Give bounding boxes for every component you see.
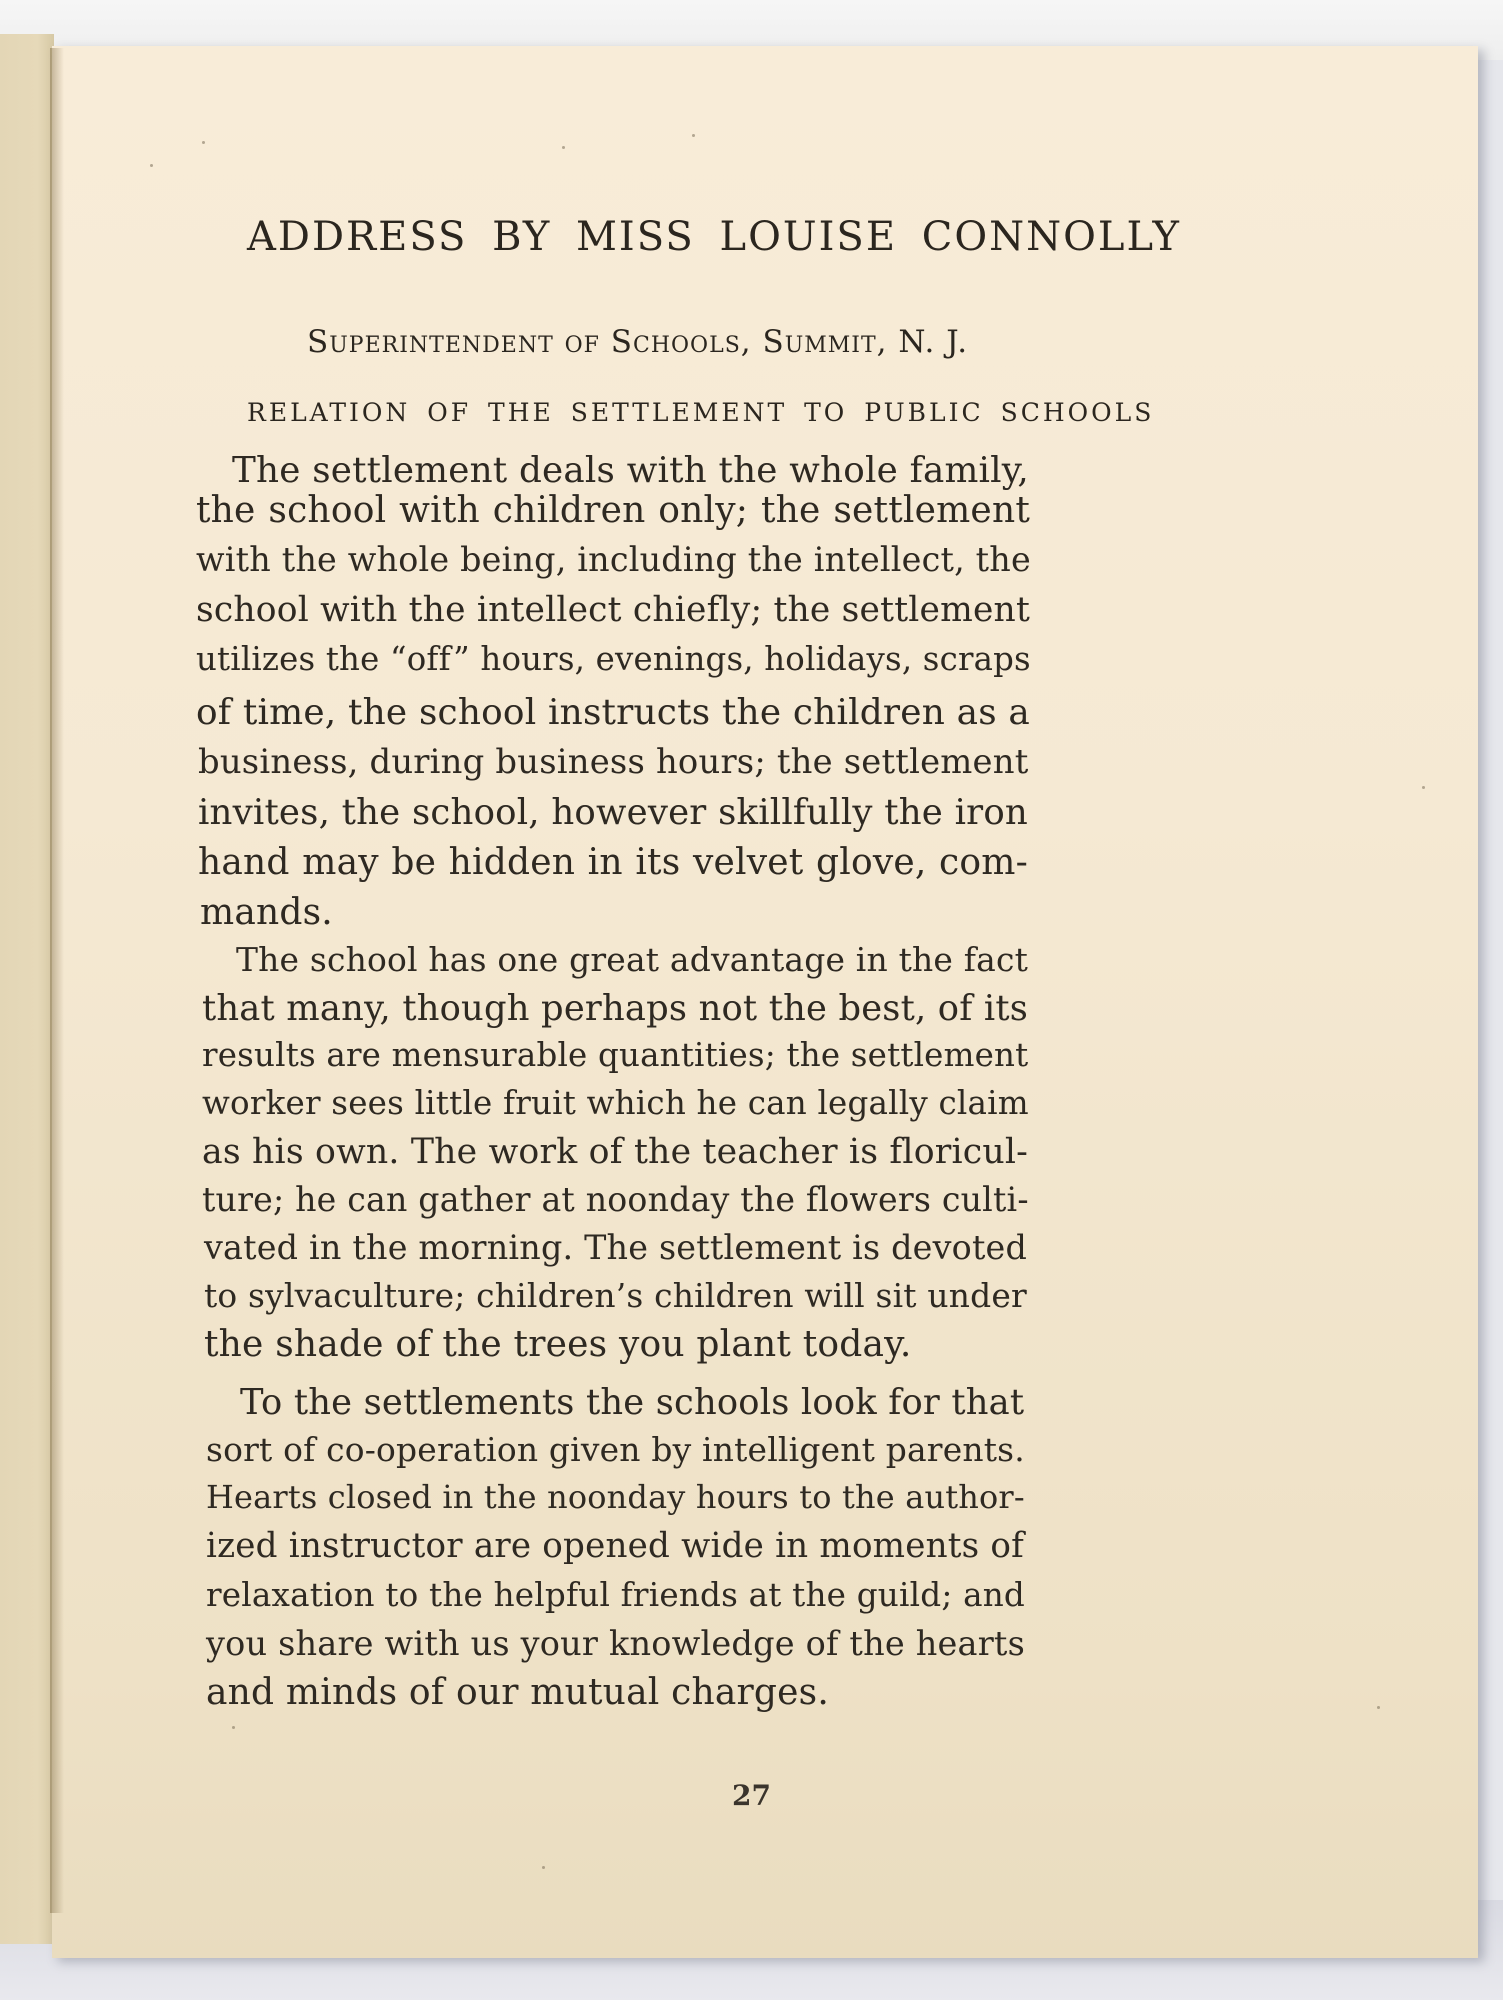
text-line: To the settlements the schools look for that	[240, 1382, 1025, 1423]
address-title: ADDRESS BY MISS LOUISE CONNOLLY	[247, 214, 1181, 260]
text-line: that many, though perhaps not the best, of its	[202, 988, 1029, 1029]
text-line: hand may be hidden in its velvet glove, com-	[198, 842, 1028, 883]
text-line: relaxation to the helpful friends at the guild; and	[206, 1576, 1025, 1614]
text-line: and minds of our mutual charges.	[206, 1672, 829, 1713]
text-line: The settlement deals with the whole family,	[232, 450, 1029, 491]
text-line: of time, the school instructs the children as a	[196, 692, 1030, 733]
text-line: results are mensurable quantities; the settlement	[202, 1036, 1029, 1074]
paper-speck	[562, 146, 565, 149]
text-line: ized instructor are opened wide in moments of	[206, 1526, 1024, 1566]
paper-speck	[692, 134, 695, 137]
text-line: school with the intellect chiefly; the settlement	[196, 590, 1030, 630]
paper-speck	[1422, 786, 1425, 789]
text-line: you share with us your knowledge of the hearts	[206, 1624, 1025, 1663]
text-line: the school with children only; the settlement	[196, 490, 1030, 531]
text-line: ture; he can gather at noonday the flowers culti-	[202, 1180, 1029, 1219]
section-heading: RELATION OF THE SETTLEMENT TO PUBLIC SCHOOLS	[247, 398, 1155, 427]
text-line: sort of co-operation given by intelligent parents.	[206, 1430, 1025, 1469]
page-content	[52, 46, 1478, 1958]
text-line: The school has one great advantage in the fact	[236, 940, 1028, 979]
paper-speck	[1377, 1706, 1380, 1709]
paper-speck	[202, 141, 205, 144]
page-number: 27	[732, 1779, 771, 1812]
speaker-subtitle: Superintendent of Schools, Summit, N. J.	[307, 324, 969, 360]
text-line: Hearts closed in the noonday hours to the author-	[206, 1478, 1025, 1516]
text-line: worker sees little fruit which he can legally claim	[202, 1084, 1029, 1122]
book-gutter	[50, 48, 64, 1913]
text-line: utilizes the “off” hours, evenings, holidays, scraps	[196, 640, 1031, 678]
book-page	[52, 46, 1478, 1958]
text-line: the shade of the trees you plant today.	[204, 1324, 912, 1365]
text-line: as his own. The work of the teacher is floricul-	[202, 1132, 1029, 1172]
text-line: business, during business hours; the settlement	[198, 742, 1029, 781]
text-line: to sylvaculture; children’s children will sit under	[204, 1276, 1027, 1315]
paper-speck	[232, 1726, 235, 1729]
facing-page-edge	[0, 34, 54, 1944]
text-line: vated in the morning. The settlement is devoted	[204, 1228, 1028, 1267]
paper-speck	[150, 164, 153, 167]
text-line: mands.	[200, 892, 333, 933]
paper-speck	[542, 1866, 545, 1869]
text-line: with the whole being, including the intellect, the	[196, 540, 1031, 579]
text-line: invites, the school, however skillfully the iron	[198, 792, 1028, 833]
